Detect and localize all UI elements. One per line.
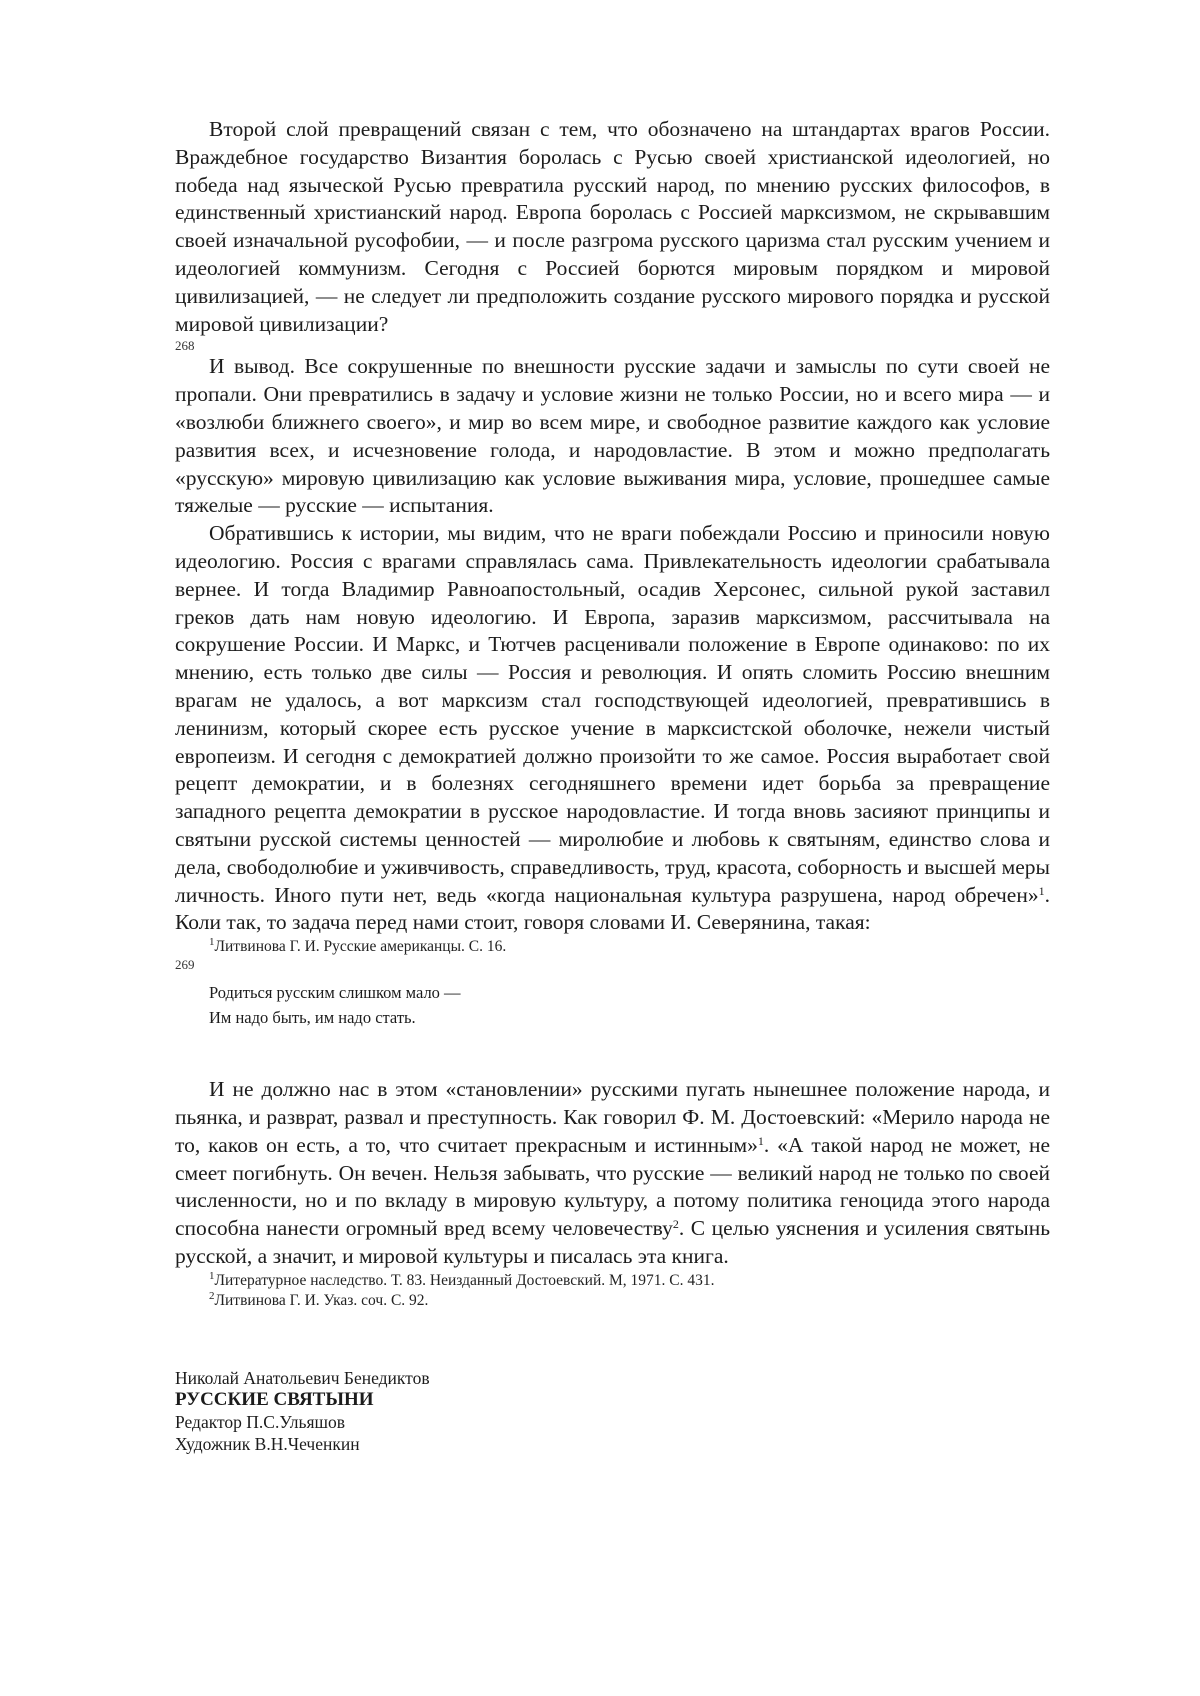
footnote-marker: 2: [672, 1217, 679, 1232]
poem-line: Родиться русским слишком мало —: [209, 983, 461, 1003]
paragraph: Второй слой превращений связан с тем, что обозначено на штандартах врагов России. Враждебное государство Византия боролась с Русью своей христианской идеологией, но победа над языческой Русью превратила русский народ, по мнению русских философов, в единственный христианский народ. Европа боролась с Россией марксизмом, не скрывавшим своей изначальной русофобии, — и после разгрома русского царизма стал русским учением и идеологией коммунизм. Сегодня с Россией борются мировым порядком и мировой цивилизацией, — не следует ли предположить создание русского мирового порядка и русской мировой цивилизации?: [175, 117, 1050, 336]
paragraph-text: Обратившись к истории, мы видим, что не враги побеждали Россию и приносили новую идеологию. Россия с врагами справлялась сама. Привлекательность идеологии срабатывала вернее. И тогда Владимир Равноапостольный, осадив Херсонес, сильной рукой заставил греков дать нам новую идеологию. И Европа, заразив марксизмом, рассчитывала на сокрушение России. И Маркс, и Тютчев расценивали положение в Европе одинаково: по их мнению, есть только две силы — Россия и революция. И опять сломить Россию внешним врагам не удалось, а вот марксизм стал господствующей идеологией, превратившись в ленинизм, который скорее есть русское учение в марксистской оболочке, нежели чистый европеизм. И сегодня с демократией должно произойти то же самое. Россия выработает свой рецепт демократии, и в болезнях сегодняшнего времени идет борьба за превращение западного рецепта демократии в русское народовластие. И тогда вновь засияют принципы и святыни русской системы ценностей — миролюбие и любовь к святыням, единство слова и дела, свободолюбие и уживчивость, справедливость, труд, красота, соборность и высшей меры личность. Иного пути нет, ведь «когда национальная культура разрушена, народ обречен»: [175, 521, 1050, 907]
spacer: [175, 1030, 1050, 1076]
footnote-text: Литвинова Г. И. Русские американцы. С. 16.: [214, 938, 507, 956]
footnote-mark: 1: [209, 936, 215, 949]
footnote-mark: 2: [209, 1289, 215, 1302]
footnote-marker: 1: [1038, 883, 1045, 898]
paragraph: [175, 1076, 1050, 1271]
page-number: 269: [175, 957, 195, 973]
paragraph-text: . «А такой народ не может, не смеет погибнуть. Он вечен. Нельзя забывать, что русские — великий народ не только по своей численности, но и по вкладу в мировую культуру, а потому политика геноцида этого народа способна нанести огромный вред всему человечеству: [175, 1132, 1050, 1241]
poem-line: Им надо быть, им надо стать.: [209, 1008, 416, 1028]
paragraph-text: . С целью уяснения и усиления святынь русской, а значит, и мировой культуры и писалась эта книга.: [175, 1216, 1051, 1268]
footnote-mark: 1: [209, 1269, 215, 1282]
imprint-artist: Художник В.Н.Чеченкин: [175, 1433, 360, 1454]
footnote: [209, 1271, 1050, 1291]
imprint-author: Николай Анатольевич Бенедиктов: [175, 1367, 430, 1388]
footnote: [209, 1291, 1050, 1311]
paragraph: И вывод. Все сокрушенные по внешности русские задачи и замыслы по сути своей не пропали. Они превратились в задачу и условие жизни не только России, но и всего мира — и «возлюби ближнего своего», и мир во всем мире, и свободное развитие каждого как условие развития всех, и исчезновение голода, и народовластие. В этом и можно предполагать «русскую» мировую цивилизацию как условие выживания мира, условие, прошедшее самые тяжелые — русские — испытания.: [175, 354, 1050, 518]
imprint-title: РУССКИЕ СВЯТЫНИ: [175, 1388, 374, 1410]
footnote-text: Литературное наследство. Т. 83. Неизданный Достоевский. М, 1971. С. 431.: [214, 1271, 715, 1289]
page-number: 268: [175, 338, 195, 354]
paragraph-text: . Коли так, то задача перед нами стоит, говоря словами И. Северянина, такая:: [175, 882, 1050, 935]
paragraph: [175, 520, 1050, 937]
imprint-block: [175, 1367, 1050, 1455]
imprint-editor: Редактор П.С.Ульяшов: [175, 1411, 346, 1432]
poem-quote: [175, 980, 1050, 1030]
document-page: [175, 116, 1050, 1455]
footnote-text: Литвинова Г. И. Указ. соч. С. 92.: [214, 1291, 429, 1309]
paragraph-text: И не должно нас в этом «становлении» русскими пугать нынешнее положение народа, и пьянка, и разврат, развал и преступность. Как говорил Ф. М. Достоевский: «Мерило народа не то, каков он есть, а то, что считает прекрасным и истинным»: [175, 1077, 1050, 1157]
footnote: [209, 937, 1050, 957]
footnote-marker: 1: [757, 1133, 764, 1148]
